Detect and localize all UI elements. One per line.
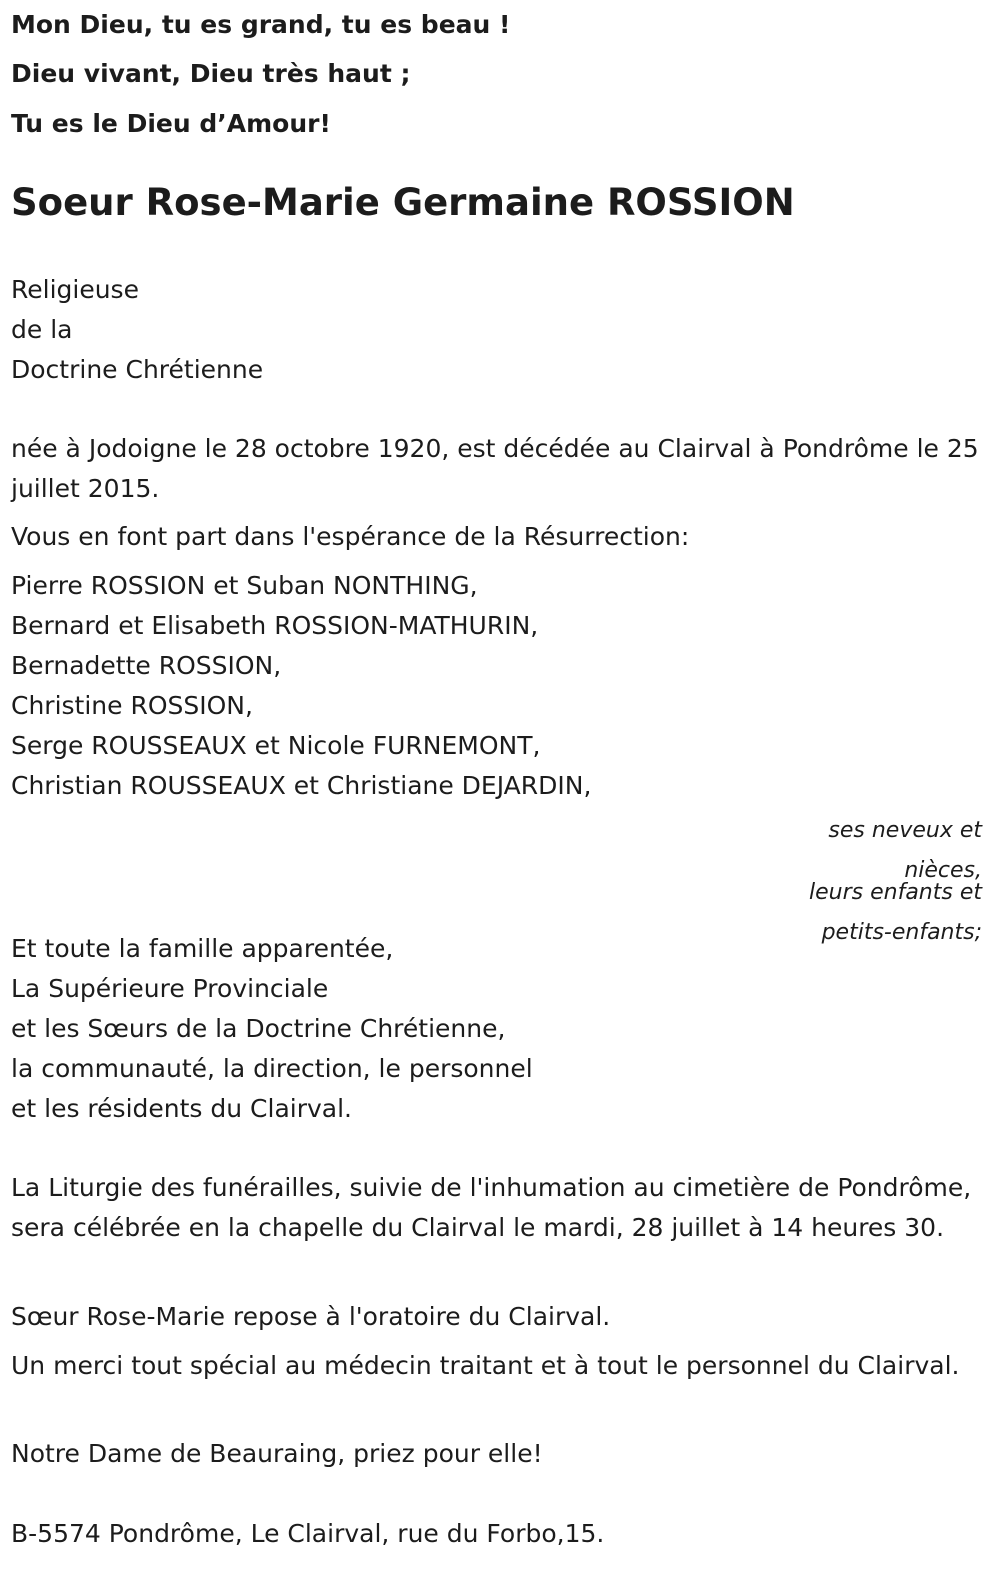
family-member: Pierre ROSSION et Suban NONTHING,: [11, 571, 478, 600]
birth-death-paragraph: née à Jodoigne le 28 octobre 1920, est décédée au Clairval à Pondrôme le 25 juillet 2015.: [11, 434, 979, 503]
verse-line-2: Dieu vivant, Dieu très haut ;: [11, 59, 411, 88]
deceased-name: Soeur Rose-Marie Germaine ROSSION: [11, 181, 795, 224]
others-line: et les résidents du Clairval.: [11, 1094, 352, 1123]
order-line-1: Religieuse: [11, 275, 139, 304]
verse-line-1: Mon Dieu, tu es grand, tu es beau !: [11, 10, 511, 39]
family-list: [11, 566, 591, 806]
others-line: La Supérieure Provinciale: [11, 974, 329, 1003]
family-member: Christian ROUSSEAUX et Christiane DEJARDIN,: [11, 771, 592, 800]
thanks-paragraph: Un merci tout spécial au médecin traitant et à tout le personnel du Clairval.: [11, 1351, 960, 1380]
relation-note-grandchildren: leurs enfants et petits-enfants;: [809, 880, 982, 945]
order-line-2: de la: [11, 315, 73, 344]
family-member: Bernadette ROSSION,: [11, 651, 282, 680]
others-line: la communauté, la direction, le personnel: [11, 1054, 533, 1083]
liturgy-paragraph: La Liturgie des funérailles, suivie de l'inhumation au cimetière de Pondrôme, sera célébrée en la chapelle du Clairval le mardi, 28 juillet à 14 heures 30.: [11, 1173, 972, 1242]
others-list: [11, 929, 533, 1129]
family-member: Serge ROUSSEAUX et Nicole FURNEMONT,: [11, 731, 541, 760]
repose-paragraph: Sœur Rose-Marie repose à l'oratoire du Clairval.: [11, 1302, 611, 1331]
relation-note-nephews: ses neveux et nièces,: [828, 818, 982, 883]
prayer-line: Notre Dame de Beauraing, priez pour elle!: [11, 1439, 543, 1468]
announcement-intro: Vous en font part dans l'espérance de la Résurrection:: [11, 522, 690, 551]
others-line: Et toute la famille apparentée,: [11, 934, 394, 963]
others-line: et les Sœurs de la Doctrine Chrétienne,: [11, 1014, 506, 1043]
address-line: B-5574 Pondrôme, Le Clairval, rue du Forbo,15.: [11, 1519, 605, 1548]
family-member: Christine ROSSION,: [11, 691, 253, 720]
religious-order: [11, 270, 263, 390]
verse-line-3: Tu es le Dieu d’Amour!: [11, 109, 331, 138]
family-member: Bernard et Elisabeth ROSSION-MATHURIN,: [11, 611, 539, 640]
order-line-3: Doctrine Chrétienne: [11, 355, 264, 384]
